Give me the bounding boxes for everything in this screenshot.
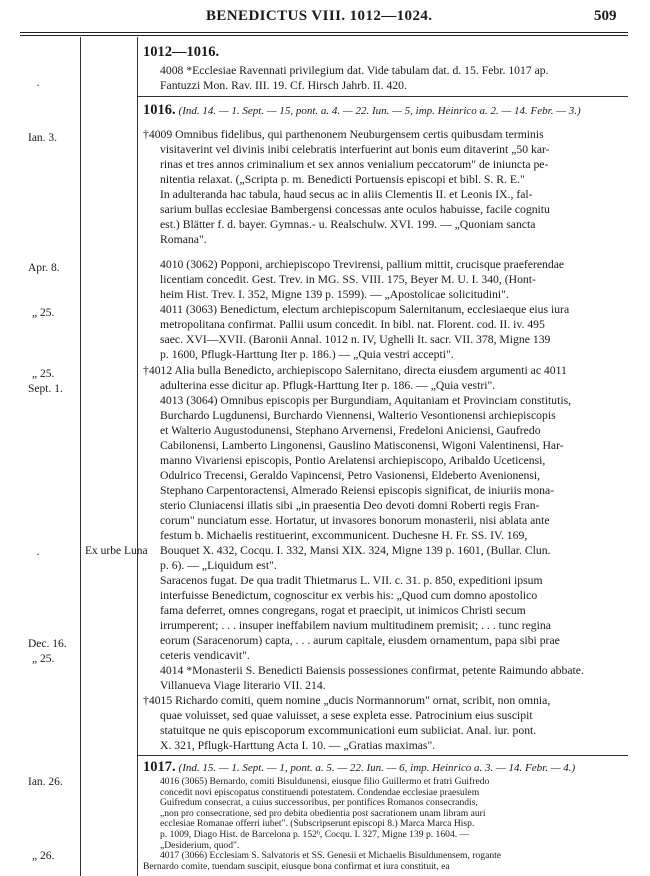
regest-line: 4017 (3066) Ecclesiam S. Salvatoris et SS. Genesii et Michaelis Bisuldunensem, rogante — [160, 851, 502, 862]
regest-line: metropolitana confirmat. Pallii usum concedit. In bibl. nat. Florent. cod. II. iv. 495 — [160, 318, 545, 331]
margin-date: „ 25. — [32, 653, 55, 665]
period-heading-1017 — [143, 760, 623, 776]
regest-line: Stephano Carpentoractensi, Almerado Reiensi episcopis significat, de iniuriis mona- — [160, 484, 555, 497]
regest-line: fama deferret, omnes congregans, rogat et praecipit, ut inimicos Christi secum — [160, 604, 526, 617]
regest-line: quae voluisset, sed quae valuisset, a sese expleta esse. Patrocinium eius suscipit — [160, 709, 533, 722]
column-rule-left — [80, 37, 81, 876]
regest-line: corum" nunciatum esse. Hortatur, ut invasores bonorum monasterii, nisi ablata ante — [160, 514, 550, 527]
regest-line: heim Hist. Trev. I. 352, Migne 139 p. 1599). — „Apostolicae solicitudini". — [160, 288, 509, 301]
regest-line: statuitque ne quis episcoporum excommunicationi eum subiiciat. Anal. iur. pont. — [160, 724, 537, 737]
regest-line: saec. XVI—XVII. (Baronii Annal. 1012 n. IV, Ughelli It. sacr. VII. 378, Migne 139 — [160, 333, 551, 346]
regest-line: adulterina esse dicitur ap. Pflugk-Harttung Iter p. 186. — „Quia vestri". — [160, 379, 496, 392]
margin-place: Ex urbe Luna — [85, 545, 148, 557]
regest-line: 4008 *Ecclesiae Ravennati privilegium dat. Vide tabulam dat. d. 15. Febr. 1017 ap. — [160, 64, 549, 77]
regest-line: p. 6). — „Liquidum est". — [160, 559, 277, 572]
period-year: 1016. — [143, 103, 176, 118]
regest-line: X. 321, Pflugk-Harttung Acta I. 10. — „Gratias maximas". — [160, 739, 436, 752]
margin-dot: · — [36, 547, 40, 561]
regest-line: Villanueva Viage literario VII. 214. — [160, 679, 326, 692]
margin-dot: · — [36, 78, 40, 92]
running-header — [0, 6, 650, 28]
regest-line: Bouquet X. 432, Cocqu. I. 332, Mansi XIX. 324, Migne 139 p. 1601, (Bullar. Clun. — [160, 544, 551, 557]
regest-line: In adulteranda hac tabula, haud secus ac in aliis Clementis II. et Leonis IX., fal- — [160, 188, 533, 201]
regest-line: Odulrico Trecensi, Geraldo Vapincensi, Petro Vasionensi, Eldeberto Avenionensi, — [160, 469, 541, 482]
header-title: BENEDICTUS VIII. 1012—1024. — [206, 8, 433, 24]
regest-line: Bernardo comite, tuendam suscipit, eiusque bona confirmat et iura constituit, ea — [143, 861, 450, 872]
regest-line: concedit novi episcopatus constituendi potestatem. Condendae ecclesiae praesulem — [160, 787, 480, 798]
period-detail: (Ind. 14. — 1. Sept. — 15, pont. a. 4. — 22. Iun. — 5, imp. Heinrico a. 2. — 14. Febr. — 3.) — [178, 105, 581, 117]
margin-date: „ 25. — [32, 368, 55, 380]
regest-line: eorum (Saracenorum) capta, . . . aurum capitale, eiusdem ornamentum, papa sibi prae — [160, 634, 560, 647]
period-heading-1016 — [143, 103, 623, 119]
period-detail: (Ind. 15. — 1. Sept. — 1, pont. a. 5. — 22. Iun. — 6, imp. Heinrico a. 3. — 14. Febr. — 4.) — [178, 762, 576, 774]
regest-line: est.) Blätter f. d. bayer. Gymnas.- u. Realschulw. XVI. 199. — „Quoniam sancta — [160, 218, 536, 231]
margin-date: Apr. 8. — [28, 262, 60, 274]
regest-line: irrumperent; . . . insuper ineffabilem navium multitudinem premisit; . . . tunc regina — [160, 619, 551, 632]
regest-line: licentiam concedit. Gest. Trev. in MG. SS. VIII. 175, Beyer M. U. I. 340, (Hont- — [160, 273, 536, 286]
regest-line: rinas et tres annos criminalium et sex annos venialium peccatorum" de iniuncta pe- — [160, 158, 549, 171]
regest-line: †4012 Alia bulla Benedicto, archiepiscopo Salernitano, directa eiusdem argumenti ac 4011 — [143, 364, 567, 377]
regest-line: Saracenos fugat. De qua tradit Thietmarus L. VII. c. 31. p. 850, expeditioni ipsum — [160, 574, 543, 587]
regest-line: †4015 Richardo comiti, quem nomine „ducis Normannorum" ornat, scribit, non omnia, — [143, 694, 551, 707]
regest-line: 4014 *Monasterii S. Benedicti Baiensis possessiones confirmat, petente Raimundo abbate. — [160, 664, 584, 677]
margin-date: Dec. 16. — [28, 638, 67, 650]
column-rule-right — [137, 37, 138, 876]
period-year: 1017. — [143, 760, 176, 775]
regest-line: 4013 (3064) Omnibus episcopis per Burgundiam, Aquitaniam et Provinciam constitutis, — [160, 394, 572, 407]
regest-line: interfuisse Benedictum, cognoscitur ex verbis his: „Quod cum domno apostolico — [160, 589, 538, 602]
margin-date: Sept. 1. — [28, 383, 63, 395]
regest-line: festum b. Michaelis restituerint, excommunicent. Duchesne H. Fr. SS. IV. 169, — [160, 529, 528, 542]
regest-line: manno Vivariensi episcopis, Pontio Arelatensi archiepiscopo, Aribaldo Uceticensi, — [160, 454, 546, 467]
header-rule-thin — [20, 35, 628, 36]
regest-line: Burchardo Lugdunensi, Burchardo Viennensi, Walterio Vesontionensi archiepiscopis — [160, 409, 556, 422]
regest-line: visitaverint vel divinis inibi celebratis interfuerint aut bonis eum ditaverint „50 kar- — [160, 143, 550, 156]
margin-date: Ian. 3. — [28, 132, 58, 144]
regest-line: Cabilonensi, Lamberto Lingonensi, Gauslino Matisconensi, Wigoni Valentinensi, Har- — [160, 439, 564, 452]
margin-date: „ 25. — [32, 307, 55, 319]
regest-line: 4011 (3063) Benedictum, electum archiepiscopum Salernitanum, ecclesiaeque eius iura — [160, 303, 570, 316]
page-number: 509 — [594, 8, 617, 24]
regest-line: nitentia relaxat. („Scripta p. m. Benedicti Portuensis episcopi et bibl. S. R. E." — [160, 173, 525, 186]
header-rule — [20, 32, 628, 33]
regest-line: „Desiderium, quod". — [160, 840, 240, 851]
regest-line: Guifredum consecrat, a cuius successoribus, per pontifices Romanos consecrandis, — [160, 798, 478, 809]
regest-line: Fantuzzi Mon. Rav. III. 19. Cf. Hirsch Jahrb. II. 420. — [160, 79, 407, 92]
regest-line: sarium bullas ecclesiae Bambergensi concessas ante oculos habuisse, facile cognitu — [160, 203, 550, 216]
regest-line: p. 1600, Pflugk-Harttung Iter p. 186.) — „Quia vestri accepti". — [160, 348, 454, 361]
regest-line: 4010 (3062) Popponi, archiepiscopo Trevirensi, pallium mittit, crucisque praeferendae — [160, 258, 565, 271]
regest-line: ceteris vendicavit". — [160, 649, 250, 662]
margin-date: Ian. 26. — [28, 776, 63, 788]
regest-line: 4016 (3065) Bernardo, comiti Bisuldunensi, eiusque filio Guillermo et fratri Guifredo — [160, 777, 490, 787]
regest-line: †4009 Omnibus fidelibus, qui parthenonem Neuburgensem certis quibusdam terminis — [143, 128, 544, 141]
regest-line: ecclesiae Romanae offerri iubet". (Subscripserunt episcopi 8.) Marca Marca Hisp. — [160, 819, 475, 830]
year-heading: 1012—1016. — [143, 44, 220, 60]
regest-line: Romana". — [160, 233, 207, 246]
regest-line: „non pro consecratione, sed pro debita obedientia post sacrationem unam libram auri — [160, 808, 486, 819]
regest-line: et Walterio Augustodunensi, Stephano Arvernensi, Fredeloni Aniciensi, Gaufredo — [160, 424, 541, 437]
margin-date: „ 26. — [32, 850, 55, 863]
regest-line: p. 1009, Diago Hist. de Barcelona p. 152ᵇ, Cocqu. I. 327, Migne 139 p. 1604. — — [160, 830, 470, 840]
regest-line: sterio Cluniacensi illatis sibi „in praesentia Deo devoti domni Roberti regis Fran- — [160, 499, 540, 512]
section-rule — [137, 755, 628, 756]
section-rule — [137, 96, 628, 97]
